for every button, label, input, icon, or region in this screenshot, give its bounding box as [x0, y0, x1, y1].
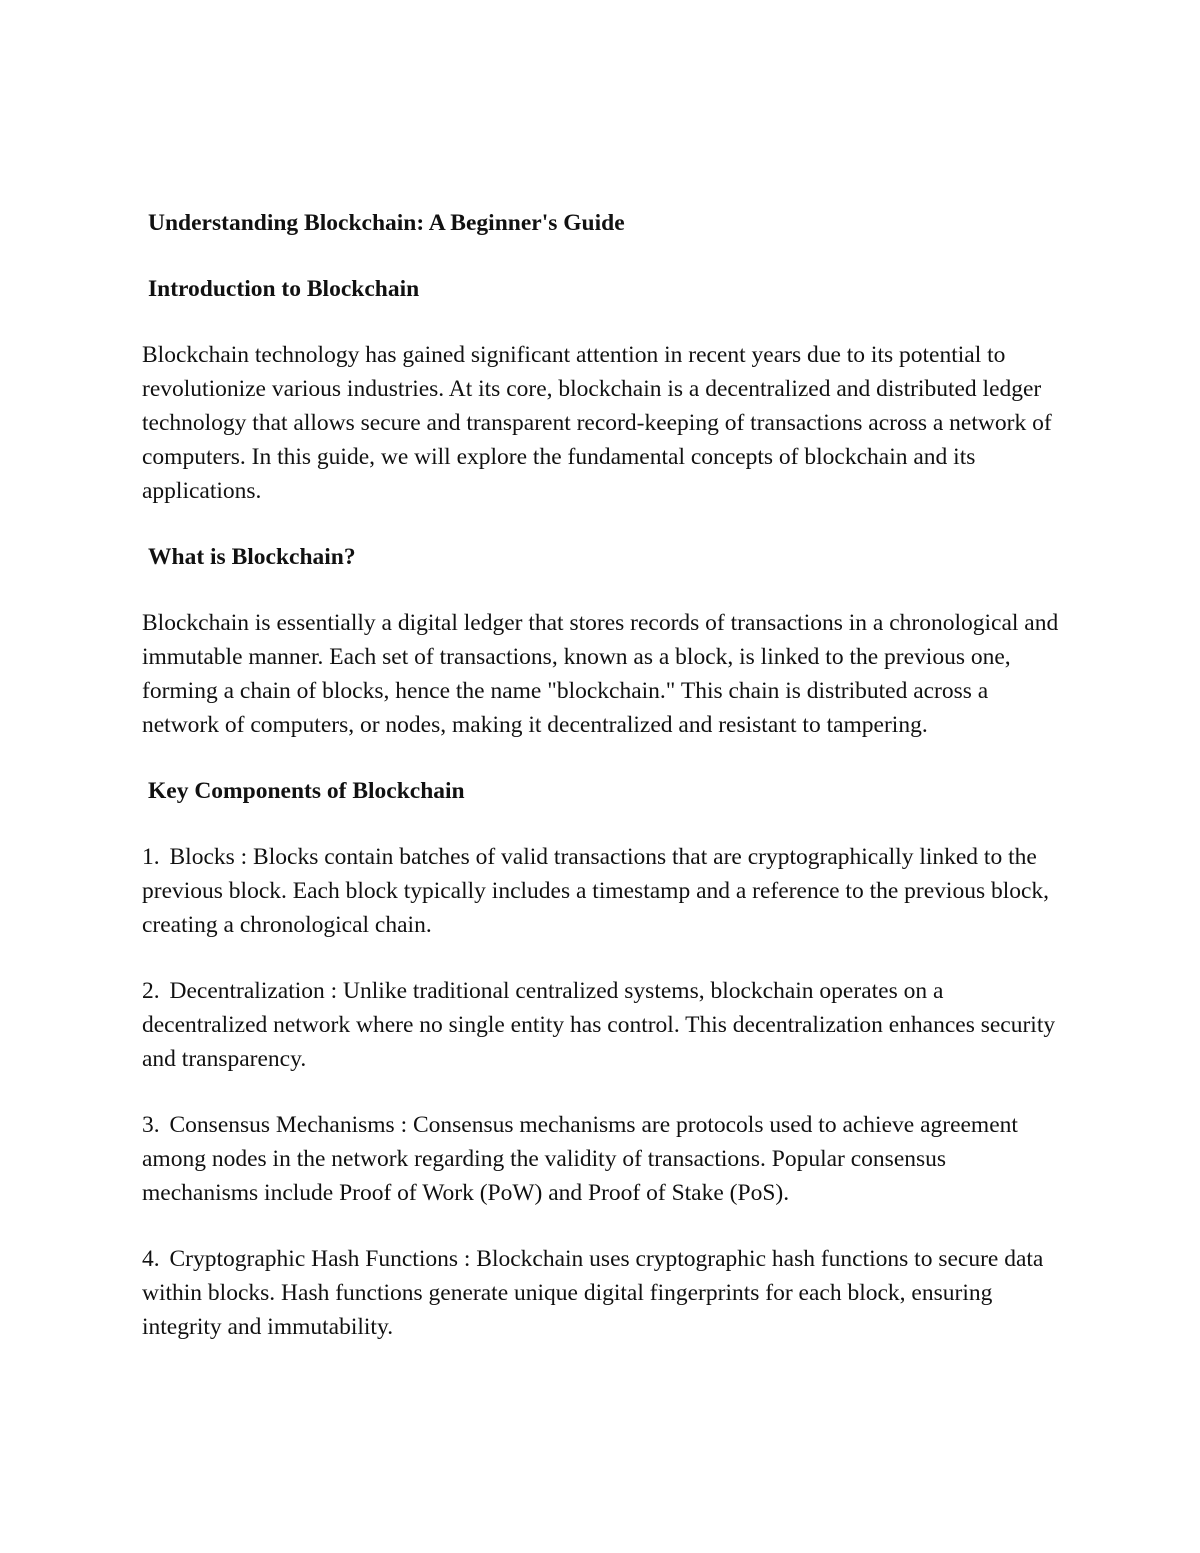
intro-heading: Introduction to Blockchain: [148, 276, 420, 302]
intro-paragraph: Blockchain technology has gained significant attention in recent years due to its potential to revolutionize various industries. At its core, blockchain is a decentralized and distributed ledger technology that allows secure and transparent record-keeping of transactions across a network of computers. In this guide, we will explore the fundamental concepts of blockchain and its applications.: [142, 342, 1052, 504]
list-item: [142, 1242, 1062, 1344]
document-content: [142, 206, 1062, 1376]
list-item-number: 1.: [142, 844, 160, 870]
list-item: [142, 1108, 1062, 1210]
list-item: [142, 974, 1062, 1076]
components-heading: Key Components of Blockchain: [148, 778, 465, 804]
list-item-number: 2.: [142, 978, 160, 1004]
list-item-text: Blocks : Blocks contain batches of valid transactions that are cryptographically linked to the previous block. Each block typically includes a timestamp and a reference to the previous block, creating a chronological chain.: [142, 844, 1050, 938]
list-item-text: Decentralization : Unlike traditional centralized systems, blockchain operates on a decentralized network where no single entity has control. This decentralization enhances security and transparency.: [142, 978, 1056, 1072]
list-item: [142, 840, 1062, 942]
list-item-text: Consensus Mechanisms : Consensus mechanisms are protocols used to achieve agreement among nodes in the network regarding the validity of transactions. Popular consensus mechanisms include Proof of Work (PoW) and Proof of Stake (PoS).: [142, 1112, 1018, 1206]
document-title: Understanding Blockchain: A Beginner's Guide: [148, 210, 625, 236]
list-item-number: 3.: [142, 1112, 160, 1138]
list-item-number: 4.: [142, 1246, 160, 1272]
what-heading: What is Blockchain?: [148, 544, 356, 570]
what-paragraph: Blockchain is essentially a digital ledger that stores records of transactions in a chronological and immutable manner. Each set of transactions, known as a block, is linked to the previous one, forming a chain of blocks, hence the name "blockchain." This chain is distributed across a network of computers, or nodes, making it decentralized and resistant to tampering.: [142, 610, 1059, 738]
list-item-text: Cryptographic Hash Functions : Blockchain uses cryptographic hash functions to secure data within blocks. Hash functions generate unique digital fingerprints for each block, ensuring integrity and immutability.: [142, 1246, 1044, 1340]
